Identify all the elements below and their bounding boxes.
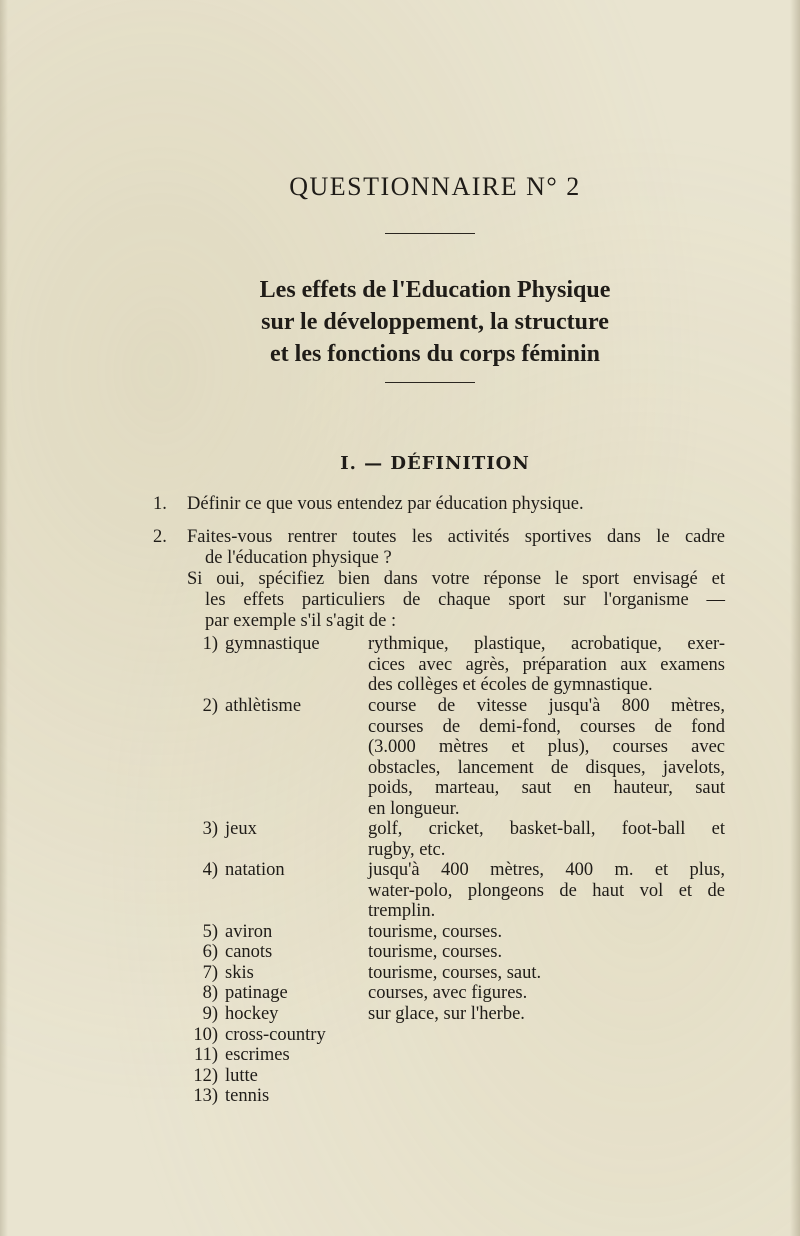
subtitle-line: Les effets de l'Education Physique (259, 277, 611, 303)
question-text: les effets particuliers de chaque sport sur l'organisme — (205, 590, 725, 610)
sport-number: 10) (193, 1025, 218, 1045)
sport-number: 2) (202, 696, 218, 716)
question-number: 2. (153, 527, 167, 547)
sport-description-line: sur glace, sur l'herbe. (368, 1004, 525, 1024)
sport-description (368, 860, 725, 922)
sport-description-line: tourisme, courses. (368, 942, 503, 962)
question-text: de l'éducation physique ? (205, 548, 392, 568)
sport-description (368, 922, 725, 943)
sport-description-line: des collèges et écoles de gymnastique. (368, 675, 653, 695)
sport-name: canots (225, 942, 273, 962)
sport-description-line: tourisme, courses. (368, 922, 503, 942)
question-text: par exemple s'il s'agit de : (205, 611, 397, 631)
document-subtitle (0, 274, 800, 370)
sport-name: gymnastique (225, 634, 320, 654)
sport-description (368, 942, 725, 963)
sport-description (368, 1004, 725, 1025)
sport-number: 8) (202, 983, 218, 1003)
sport-name: escrimes (225, 1045, 290, 1065)
sport-description-line: courses de demi-fond, courses de fond (368, 716, 725, 737)
sport-number: 5) (202, 922, 218, 942)
sport-description (368, 963, 725, 984)
sport-name: lutte (225, 1066, 258, 1086)
sport-name: natation (225, 860, 285, 880)
subtitle-line: sur le développement, la structure (261, 309, 609, 335)
sport-name: aviron (225, 922, 273, 942)
sport-description-line: courses, avec figures. (368, 983, 528, 1003)
sport-number: 11) (194, 1045, 218, 1065)
questionnaire-title: QUESTIONNAIRE N° 2 (289, 172, 581, 201)
sport-name: patinage (225, 983, 288, 1003)
subtitle-line: et les fonctions du corps féminin (270, 341, 600, 367)
question-text: Si oui, spécifiez bien dans votre réponse le sport envisagé et (187, 569, 725, 589)
sport-description-line: jusqu'à 400 mètres, 400 m. et plus, (368, 860, 725, 880)
sport-name: athlètisme (225, 696, 302, 716)
question-number: 1. (153, 494, 167, 514)
sport-description-line: tourisme, courses, saut. (368, 963, 542, 983)
sport-description-line: en longueur. (368, 798, 460, 819)
divider-rule (385, 382, 475, 383)
sport-name: skis (225, 963, 254, 983)
sport-description-line: rythmique, plastique, acrobatique, exer- (368, 634, 725, 654)
question-text: Faites-vous rentrer toutes les activités sportives dans le cadre (187, 527, 725, 547)
sport-number: 13) (193, 1086, 218, 1106)
sport-number: 4) (202, 860, 218, 880)
sport-name: tennis (225, 1086, 270, 1106)
sport-description-line: course de vitesse jusqu'à 800 mètres, (368, 696, 725, 716)
sport-number: 7) (202, 963, 218, 983)
sport-description (368, 983, 725, 1004)
section-heading: I. — DÉFINITION (340, 453, 530, 474)
sport-description-line: golf, cricket, basket-ball, foot-ball et (368, 819, 725, 839)
sport-description-line: rugby, etc. (368, 839, 446, 860)
sport-description (368, 634, 725, 696)
sport-description-line: (3.000 mètres et plus), courses avec (368, 737, 725, 757)
sport-number: 3) (202, 819, 218, 839)
sport-name: jeux (225, 819, 257, 839)
sport-description-line: water-polo, plongeons de haut vol et de (368, 880, 725, 901)
sport-name: cross-country (225, 1025, 326, 1045)
sport-number: 1) (202, 634, 218, 654)
sport-description (368, 696, 725, 819)
sport-description (368, 819, 725, 860)
sport-description-line: cices avec agrès, préparation aux examens (368, 654, 725, 675)
sport-number: 12) (193, 1066, 218, 1086)
sport-description-line: tremplin. (368, 901, 436, 921)
divider-rule (385, 233, 475, 234)
sport-description-line: poids, marteau, saut en hauteur, saut (368, 778, 725, 798)
question-text: Définir ce que vous entendez par éducation physique. (187, 494, 584, 514)
sport-description-line: obstacles, lancement de disques, javelots, (368, 757, 725, 778)
sport-number: 9) (202, 1004, 218, 1024)
sport-name: hockey (225, 1004, 279, 1024)
sport-number: 6) (202, 942, 218, 962)
